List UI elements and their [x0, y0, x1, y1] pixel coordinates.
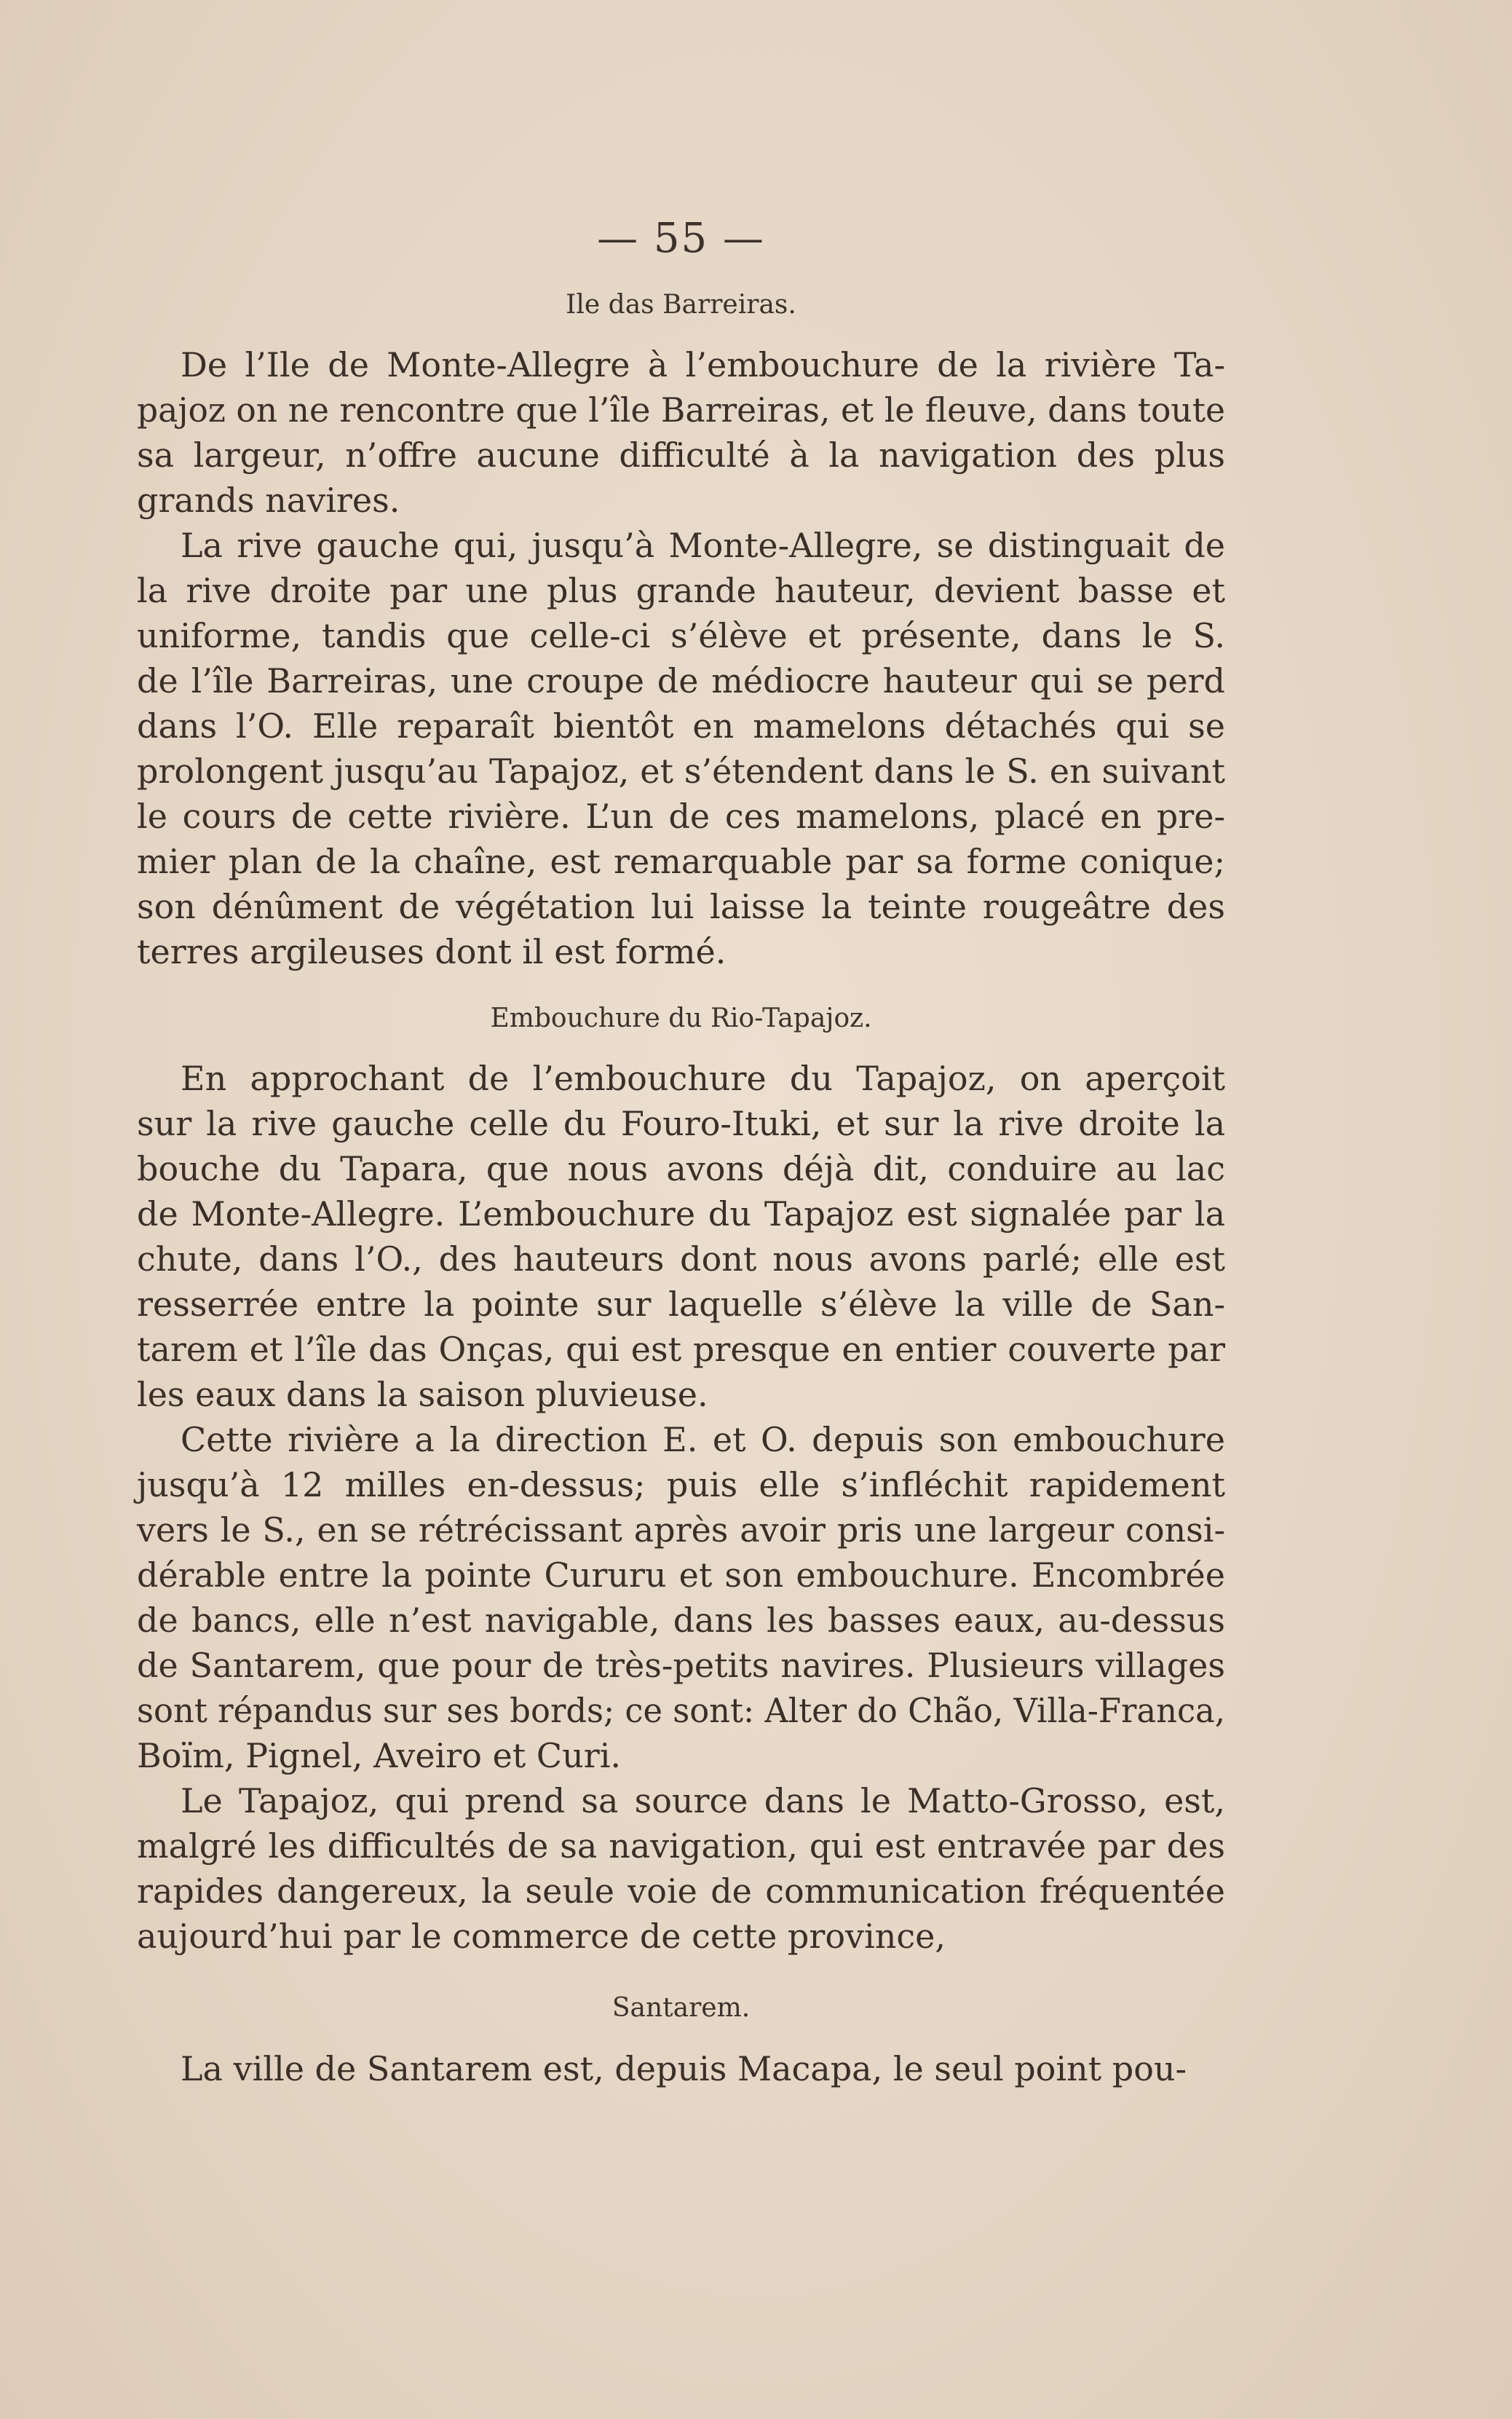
text-line: En approchant de l’embouchure du Tapajoz, on aperçoit — [181, 1059, 1225, 1098]
text-line: Cette rivière a la direction E. et O. depuis son embouchure — [181, 1420, 1225, 1459]
text-line: le cours de cette rivière. L’un de ces mamelons, placé en pre- — [137, 797, 1225, 836]
text-line: grands navires. — [137, 481, 400, 520]
section-heading: Ile das Barreiras. — [566, 290, 796, 320]
text-line: de l’île Barreiras, une croupe de médiocre hauteur qui se perd — [137, 661, 1225, 701]
text-line: de bancs, elle n’est navigable, dans les basses eaux, au-dessus — [137, 1601, 1225, 1640]
text-line: mier plan de la chaîne, est remarquable par sa forme conique; — [137, 842, 1225, 881]
text-line: son dénûment de végétation lui laisse la teinte rougeâtre des — [137, 887, 1225, 926]
text-line: tarem et l’île das Onças, qui est presque en entier couverte par — [137, 1330, 1225, 1369]
text-line: de Santarem, que pour de très-petits navires. Plusieurs villages — [137, 1646, 1225, 1685]
text-line: Boïm, Pignel, Aveiro et Curi. — [137, 1736, 622, 1775]
text-line: uniforme, tandis que celle-ci s’élève et présente, dans le S. — [137, 616, 1225, 655]
paragraph — [137, 1417, 1225, 1778]
paragraph — [137, 523, 1225, 974]
text-line: pajoz on ne rencontre que l’île Barreiras, et le fleuve, dans toute — [137, 390, 1225, 430]
text-line: prolongent jusqu’au Tapajoz, et s’étendent dans le S. en suivant — [137, 751, 1225, 791]
text-line: Le Tapajoz, qui prend sa source dans le Matto-Grosso, est, — [181, 1781, 1225, 1820]
text-line: de Monte-Allegre. L’embouchure du Tapajoz est signalée par la — [137, 1194, 1225, 1234]
section-heading: Embouchure du Rio-Tapajoz. — [490, 1003, 872, 1033]
page-number: — 55 — — [597, 215, 765, 262]
section-heading: Santarem. — [611, 1993, 751, 2023]
paragraph — [137, 1778, 1225, 1959]
text-line: la rive droite par une plus grande hauteur, devient basse et — [137, 571, 1225, 610]
text-line: La ville de Santarem est, depuis Macapa, le seul point pou- — [181, 2049, 1187, 2088]
text-line: malgré les difficultés de sa navigation, qui est entravée par des — [137, 1826, 1225, 1866]
text-line: sa largeur, n’offre aucune difficulté à la navigation des plus — [137, 435, 1225, 475]
text-line: sur la rive gauche celle du Fouro-Ituki, et sur la rive droite la — [137, 1104, 1225, 1143]
text-line: dérable entre la pointe Cururu et son embouchure. Encombrée — [137, 1555, 1225, 1595]
text-line: La rive gauche qui, jusqu’à Monte-Allegre, se distinguait de — [181, 526, 1225, 565]
paragraph — [137, 1056, 1225, 1417]
paragraph — [137, 2046, 1225, 2091]
text-line: bouche du Tapara, que nous avons déjà dit, conduire au lac — [137, 1149, 1225, 1188]
text-line: aujourd’hui par le commerce de cette province, — [137, 1917, 946, 1956]
text-line: les eaux dans la saison pluvieuse. — [137, 1375, 708, 1414]
text-line: De l’Ile de Monte-Allegre à l’embouchure de la rivière Ta- — [181, 345, 1225, 384]
text-line: jusqu’à 12 milles en-dessus; puis elle s’infléchit rapidement — [137, 1465, 1225, 1504]
text-line: vers le S., en se rétrécissant après avoir pris une largeur consi- — [137, 1510, 1225, 1550]
text-line: sont répandus sur ses bords; ce sont: Alter do Chão, Villa-Franca, — [137, 1691, 1225, 1730]
text-line: terres argileuses dont il est formé. — [137, 932, 727, 971]
text-line: resserrée entre la pointe sur laquelle s’élève la ville de San- — [137, 1285, 1225, 1324]
text-line: rapides dangereux, la seule voie de communication fréquentée — [137, 1871, 1225, 1911]
paragraph — [137, 342, 1225, 523]
text-line: chute, dans l’O., des hauteurs dont nous avons parlé; elle est — [137, 1239, 1225, 1279]
text-line: dans l’O. Elle reparaît bientôt en mamelons détachés qui se — [137, 706, 1225, 746]
